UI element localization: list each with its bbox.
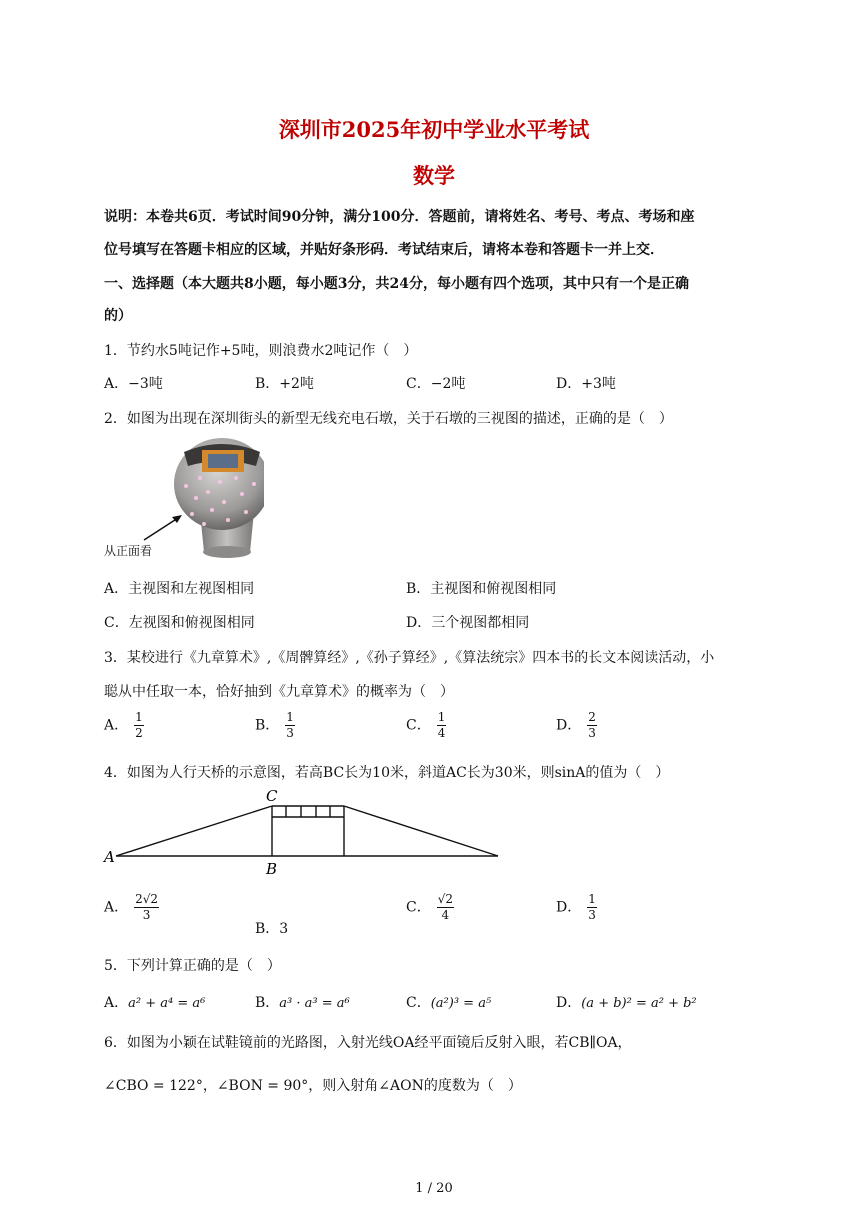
bridge-diagram: [100, 786, 510, 878]
q6-stem-line-2: ∠CBO = 122°，∠BON = 90°，则入射角∠AON的度数为（ ）: [104, 1078, 522, 1094]
q5-stem: 5．下列计算正确的是（ ）: [104, 958, 281, 974]
q6-stem-line-1: 6．如图为小颖在试鞋镜前的光路图，入射光线OA经平面镜后反射入眼，若CB∥OA，: [104, 1035, 632, 1051]
q3-option-c: C． $\frac{1}{4}$: [406, 710, 446, 740]
q2-option-a: A．主视图和左视图相同: [104, 581, 255, 597]
q5-option-c: C．(a²)³ = a⁵: [406, 995, 492, 1011]
q2-option-d: D．三个视图都相同: [406, 615, 530, 631]
section-heading-line-1: 一、选择题（本大题共8小题，每小题3分，共24分，每小题有四个选项，其中只有一个是正确: [104, 276, 689, 292]
q2-option-b: B．主视图和俯视图相同: [406, 581, 557, 597]
exam-title: 深圳市2025年初中学业水平考试: [278, 117, 590, 142]
q3-option-d: D． $\frac{2}{3}$: [556, 710, 596, 740]
exam-subject: 数学: [413, 163, 455, 188]
q1-option-c: C．−2吨: [406, 376, 466, 392]
q4-option-d: D． $\frac{1}{3}$: [556, 892, 596, 922]
q5-option-a: A．a² + a⁴ = a⁶: [104, 995, 206, 1011]
page-number: 1 / 20: [415, 1181, 453, 1196]
q3-stem-line-2: 聪从中任取一本，恰好抽到《九章算术》的概率为（ ）: [104, 684, 454, 700]
q1-option-a: A．−3吨: [104, 376, 163, 392]
q3-option-a: A． $\frac{1}{2}$: [104, 710, 143, 740]
q4-option-a: A． $\frac{2√2}{3}$: [104, 892, 159, 922]
instructions-line-2: 位号填写在答题卡相应的区域，并贴好条形码．考试结束后，请将本卷和答题卡一并上交．: [104, 242, 664, 258]
q3-option-b: B． $\frac{1}{3}$: [255, 710, 294, 740]
q4-option-c: C． $\frac{√2}{4}$: [406, 892, 453, 922]
q1-option-b: B．+2吨: [255, 376, 314, 392]
figure-caption-front-view: 从正面看: [104, 544, 153, 558]
section-heading-line-2: 的）: [104, 308, 132, 324]
q5-option-d: D．(a + b)² = a² + b²: [556, 995, 697, 1011]
point-c-label: C: [266, 787, 278, 805]
q1-option-d: D．+3吨: [556, 376, 616, 392]
q1-stem: 1．节约水5吨记作+5吨，则浪费水2吨记作（ ）: [104, 343, 418, 359]
point-b-label: B: [266, 860, 278, 878]
point-a-label: A: [104, 848, 115, 866]
q4-option-b: B．3: [255, 921, 289, 937]
q2-option-c: C．左视图和俯视图相同: [104, 615, 255, 631]
q3-stem-line-1: 3．某校进行《九章算术》,《周髀算经》,《孙子算经》,《算法统宗》四本书的长文本阅读活动，小: [104, 650, 715, 666]
instructions-line-1: 说明：本卷共6页．考试时间90分钟，满分100分．答题前，请将姓名、考号、考点、考场和座: [104, 209, 695, 225]
charging-stone-photo: [104, 432, 264, 560]
q5-option-b: B．a³ · a³ = a⁶: [255, 995, 350, 1011]
q4-stem: 4．如图为人行天桥的示意图，若高BC长为10米，斜道AC长为30米，则sinA的值为（ ）: [104, 765, 670, 781]
q2-stem: 2．如图为出现在深圳街头的新型无线充电石墩，关于石墩的三视图的描述，正确的是（ ）: [104, 411, 673, 427]
